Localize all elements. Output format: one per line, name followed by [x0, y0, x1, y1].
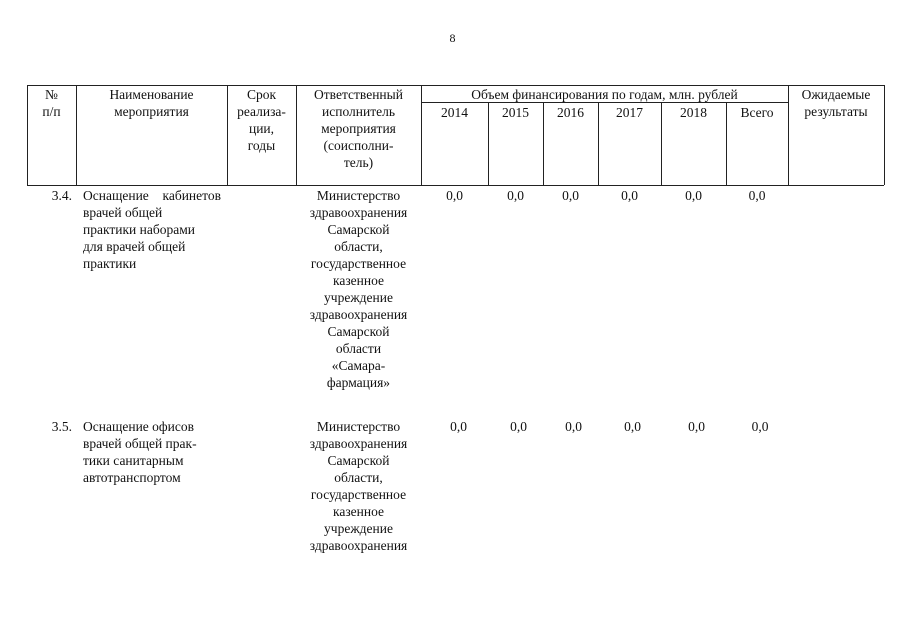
header-year-2017: 2017 [616, 105, 643, 120]
row-name-line: практики [83, 256, 137, 271]
row-executor-line: Самарской [327, 324, 390, 339]
row-name-line: врачей общей прак- [83, 436, 197, 451]
header-year-2016: 2016 [557, 105, 584, 120]
row-name-line: Оснащение кабинетов врачей общей [83, 188, 221, 220]
header-term [227, 86, 296, 154]
row-executor-line: здравоохранения [309, 307, 408, 322]
row-executor [296, 418, 421, 554]
row-executor [296, 187, 421, 391]
row-executor-line: казенное [332, 273, 385, 288]
row-name-line: Оснащение офисов [83, 419, 194, 434]
header-executor-line: исполнитель [322, 104, 395, 119]
header-executor [296, 86, 421, 171]
header-financing-group: Объем финансирования по годам, млн. рублей [471, 87, 738, 102]
row-number: 3.5. [51, 419, 72, 434]
header-term-line: годы [247, 138, 276, 153]
row-name [83, 418, 221, 486]
header-year-2015: 2015 [502, 105, 529, 120]
value-2018: 0,0 [688, 419, 705, 434]
row-executor-line: «Самара- [331, 358, 386, 373]
header-results-line: результаты [804, 104, 868, 119]
value-2017: 0,0 [624, 419, 641, 434]
header-name [76, 86, 227, 120]
row-executor-line: области, [334, 470, 383, 485]
value-2014: 0,0 [450, 419, 467, 434]
header-number [27, 86, 76, 120]
row-name-line: для врачей общей [83, 239, 186, 254]
row-executor-line: Самарской [327, 453, 390, 468]
header-term-line: ции, [248, 121, 275, 136]
col-divider [884, 85, 885, 185]
row-executor-line: фармация» [326, 375, 391, 390]
header-executor-line: Ответственный [314, 87, 403, 102]
row-executor-line: казенное [332, 504, 385, 519]
row-executor-line: Министерство [316, 419, 401, 434]
row-executor-line: государственное [310, 487, 407, 502]
header-results-line: Ожидаемые [801, 87, 871, 102]
header-number-line: п/п [42, 104, 61, 119]
header-year-2018: 2018 [680, 105, 707, 120]
table-header-bottom-border [27, 185, 884, 186]
row-executor-line: здравоохранения [309, 205, 408, 220]
header-executor-line: мероприятия [321, 121, 396, 136]
row-executor-line: области, [334, 239, 383, 254]
row-name-line: автотранспортом [83, 470, 181, 485]
row-name-line: практики наборами [83, 222, 195, 237]
row-executor-line: здравоохранения [309, 436, 408, 451]
header-results [788, 86, 884, 120]
header-name-line: мероприятия [114, 104, 189, 119]
value-2015: 0,0 [507, 188, 524, 203]
row-executor-line: Министерство [316, 188, 401, 203]
header-total: Всего [740, 105, 774, 120]
value-total: 0,0 [748, 188, 766, 203]
value-2015: 0,0 [510, 419, 527, 434]
value-2014: 0,0 [446, 188, 463, 203]
row-name [83, 187, 221, 272]
row-executor-line: здравоохранения [309, 538, 408, 553]
header-executor-line: (соисполни- [323, 138, 394, 153]
row-executor-line: учреждение [324, 290, 393, 305]
row-name-line: тики санитарным [83, 453, 184, 468]
value-2017: 0,0 [621, 188, 638, 203]
row-number: 3.4. [51, 188, 72, 203]
value-2016: 0,0 [565, 419, 582, 434]
header-number-line: № [45, 87, 58, 102]
row-executor-line: области [335, 341, 382, 356]
page-number: 8 [449, 31, 456, 45]
header-term-line: Срок [246, 87, 277, 102]
row-executor-line: Самарской [327, 222, 390, 237]
header-executor-line: тель) [343, 155, 374, 170]
row-executor-line: учреждение [324, 521, 393, 536]
value-total: 0,0 [751, 419, 769, 434]
header-name-line: Наименование [109, 87, 194, 102]
header-term-line: реализа- [237, 104, 286, 119]
value-2016: 0,0 [562, 188, 579, 203]
row-executor-line: государственное [310, 256, 407, 271]
header-year-2014: 2014 [441, 105, 468, 120]
value-2018: 0,0 [685, 188, 702, 203]
